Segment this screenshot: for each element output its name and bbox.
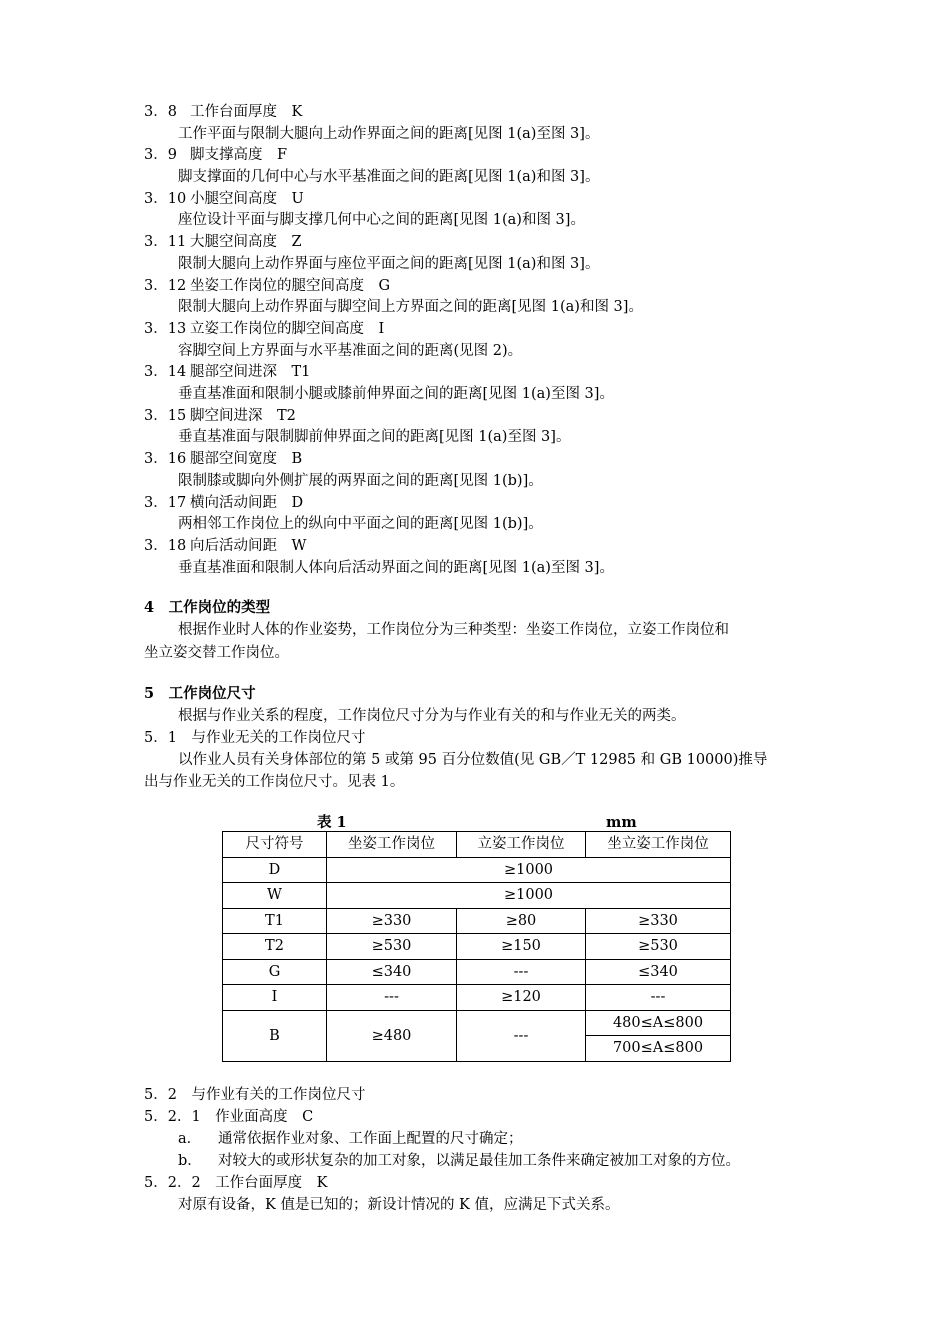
- section-4-paragraph-line-1: 根据作业时人体的作业姿势，工作岗位分为三种类型：坐姿工作岗位，立姿工作岗位和: [178, 622, 729, 638]
- table-row: [223, 934, 731, 960]
- term-3-15-heading: 3．15 脚空间进深 T2: [144, 408, 296, 424]
- table-cell-value: ≥330: [586, 908, 731, 934]
- table-cell-symbol: W: [223, 883, 327, 909]
- section-5-2-2-paragraph: 对原有设备，K 值是已知的；新设计情况的 K 值，应满足下式关系。: [178, 1197, 620, 1213]
- section-5-2-heading: 5．2 与作业有关的工作岗位尺寸: [144, 1087, 366, 1103]
- list-marker: b．: [178, 1153, 202, 1169]
- table-row: [223, 959, 731, 985]
- table-cell-value: ---: [457, 1010, 586, 1061]
- table-row: [223, 883, 731, 909]
- term-3-17-definition: 两相邻工作岗位上的纵向中平面之间的距离[见图 1(b)]。: [178, 516, 543, 532]
- term-3-18-heading: 3．18 向后活动间距 W: [144, 538, 307, 554]
- term-3-14-heading: 3．14 腿部空间进深 T1: [144, 364, 311, 380]
- section-5-paragraph: 根据与作业关系的程度，工作岗位尺寸分为与作业有关的和与作业无关的两类。: [178, 708, 686, 724]
- table-row: [223, 985, 731, 1011]
- list-marker: a．: [178, 1131, 202, 1147]
- table-cell-value: ---: [586, 985, 731, 1011]
- table-cell-value: ≥530: [327, 934, 457, 960]
- section-5-1-paragraph-line-2: 出与作业无关的工作岗位尺寸。见表 1。: [144, 774, 405, 790]
- section-4-paragraph-line-2: 坐立姿交替工作岗位。: [144, 645, 289, 661]
- list-item-b: b． 对较大的或形状复杂的加工对象，以满足最佳加工条件来确定被加工对象的方位。: [178, 1153, 740, 1169]
- list-item-a: a． 通常依据作业对象、工作面上配置的尺寸确定；: [178, 1131, 523, 1147]
- table-cell-value: ≥80: [457, 908, 586, 934]
- table-1: [222, 831, 731, 1062]
- table-header-cell: 尺寸符号: [223, 832, 327, 858]
- table-cell-value: ≥1000: [327, 857, 731, 883]
- table-cell-value: ≥330: [327, 908, 457, 934]
- term-3-9-heading: 3．9 脚支撑高度 F: [144, 147, 288, 163]
- term-3-10-definition: 座位设计平面与脚支撑几何中心之间的距离[见图 1(a)和图 3]。: [178, 212, 585, 228]
- term-3-15-definition: 垂直基准面与限制脚前伸界面之间的距离[见图 1(a)至图 3]。: [178, 429, 571, 445]
- table-header-row: [223, 832, 731, 858]
- table-cell-symbol: D: [223, 857, 327, 883]
- term-3-8-heading: 3．8 工作台面厚度 K: [144, 104, 303, 120]
- term-3-9-definition: 脚支撑面的几何中心与水平基准面之间的距离[见图 1(a)和图 3]。: [178, 169, 600, 185]
- section-5-2-2-heading: 5．2．2 工作台面厚度 K: [144, 1175, 328, 1191]
- table-cell-value: ≥530: [586, 934, 731, 960]
- table-cell-value: ≥480: [327, 1010, 457, 1061]
- table-header-cell: 坐姿工作岗位: [327, 832, 457, 858]
- table-cell-value: 480≤A≤800: [586, 1010, 731, 1036]
- table-1-unit: mm: [606, 814, 637, 831]
- term-3-8-definition: 工作平面与限制大腿向上动作界面之间的距离[见图 1(a)至图 3]。: [178, 126, 600, 142]
- term-3-18-definition: 垂直基准面和限制人体向后活动界面之间的距离[见图 1(a)至图 3]。: [178, 560, 614, 576]
- term-3-14-definition: 垂直基准面和限制小腿或膝前伸界面之间的距离[见图 1(a)至图 3]。: [178, 386, 614, 402]
- table-cell-symbol: T1: [223, 908, 327, 934]
- table-cell-value: ≥120: [457, 985, 586, 1011]
- table-cell-symbol: I: [223, 985, 327, 1011]
- term-3-10-heading: 3．10 小腿空间高度 U: [144, 191, 304, 207]
- section-4-heading: 4 工作岗位的类型: [144, 599, 271, 616]
- table-1-title: 表 1: [317, 814, 347, 831]
- table-cell-symbol: B: [223, 1010, 327, 1061]
- table-row: [223, 857, 731, 883]
- table-cell-value: ≥150: [457, 934, 586, 960]
- table-cell-value: ---: [327, 985, 457, 1011]
- term-3-13-definition: 容脚空间上方界面与水平基准面之间的距离(见图 2)。: [178, 343, 523, 359]
- table-cell-value: ≤340: [586, 959, 731, 985]
- section-5-1-paragraph-line-1: 以作业人员有关身体部位的第 5 或第 95 百分位数值(见 GB／T 12985 和 GB 10000)推导: [178, 752, 768, 768]
- table-cell-symbol: T2: [223, 934, 327, 960]
- term-3-11-definition: 限制大腿向上动作界面与座位平面之间的距离[见图 1(a)和图 3]。: [178, 256, 600, 272]
- table-cell-value: ≥1000: [327, 883, 731, 909]
- term-3-11-heading: 3．11 大腿空间高度 Z: [144, 234, 302, 250]
- term-3-12-definition: 限制大腿向上动作界面与脚空间上方界面之间的距离[见图 1(a)和图 3]。: [178, 299, 643, 315]
- table-cell-value: ---: [457, 959, 586, 985]
- section-5-2-1-heading: 5．2．1 作业面高度 C: [144, 1109, 314, 1125]
- term-3-16-definition: 限制膝或脚向外侧扩展的两界面之间的距离[见图 1(b)]。: [178, 473, 543, 489]
- section-5-1-heading: 5．1 与作业无关的工作岗位尺寸: [144, 730, 366, 746]
- term-3-17-heading: 3．17 横向活动间距 D: [144, 495, 304, 511]
- table-header-cell: 立姿工作岗位: [457, 832, 586, 858]
- section-5-heading: 5 工作岗位尺寸: [144, 685, 256, 702]
- table-header-cell: 坐立姿工作岗位: [586, 832, 731, 858]
- table-cell-symbol: G: [223, 959, 327, 985]
- term-3-13-heading: 3．13 立姿工作岗位的脚空间高度 I: [144, 321, 385, 337]
- table-row: [223, 908, 731, 934]
- table-row: [223, 1010, 731, 1036]
- term-3-12-heading: 3．12 坐姿工作岗位的腿空间高度 G: [144, 278, 391, 294]
- table-cell-value: ≤340: [327, 959, 457, 985]
- table-cell-value: 700≤A≤800: [586, 1036, 731, 1062]
- term-3-16-heading: 3．16 腿部空间宽度 B: [144, 451, 303, 467]
